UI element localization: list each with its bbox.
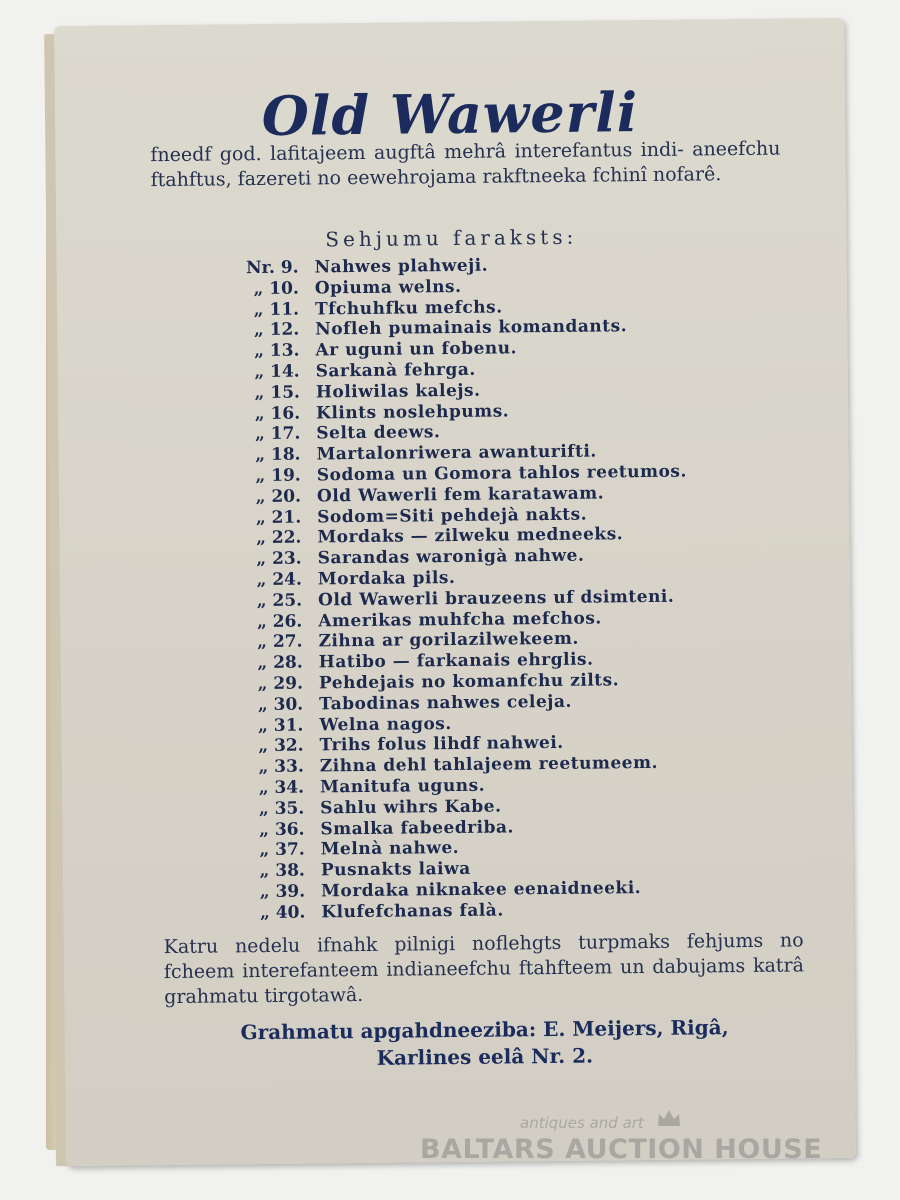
- watermark-tagline: antiques and art: [520, 1114, 644, 1132]
- issue-title: Nofleh pumainais komandants.: [315, 316, 628, 340]
- issue-title: Nahwes plahweji.: [314, 255, 489, 278]
- issue-title: Mordaks — zilweku medneeks.: [317, 524, 624, 548]
- issue-number: „ 22.: [256, 527, 302, 549]
- issue-number: „ 16.: [254, 403, 301, 424]
- auction-watermark: [420, 1108, 823, 1168]
- issue-title: Ar uguni un fobenu.: [315, 338, 518, 361]
- issue-number: „ 12.: [253, 320, 300, 341]
- issue-title: Hatibo — farkanais ehrglis.: [318, 649, 594, 673]
- issue-title: Sarandas waronigà nahwe.: [317, 545, 585, 569]
- issue-number: „ 36.: [259, 819, 305, 840]
- series-title: Old Wawerli: [261, 80, 639, 148]
- issue-title: Old Wawerli brauzeens uf dsimteni.: [317, 586, 675, 611]
- issue-number: „ 14.: [254, 361, 300, 383]
- publisher-info: [144, 1013, 825, 1074]
- issue-title: Tabodinas nahwes celeja.: [319, 691, 572, 715]
- issue-number: „ 33.: [258, 756, 304, 778]
- issue-number: „ 10.: [253, 278, 299, 299]
- issue-number: „ 29.: [257, 673, 304, 695]
- crown-icon: [656, 1108, 682, 1128]
- list-item: [213, 897, 773, 924]
- issue-title: Sodom=Siti pehdejà nakts.: [317, 504, 588, 528]
- issue-title: Selta deews.: [316, 422, 441, 444]
- intro-paragraph: fneedf god. lafitajeem augftâ mehrâ interefantus indi- aneefchu ftahftus, fazereti no eewehrojama rakftneeka fchinî nofarê.: [150, 137, 781, 192]
- issue-title: Opiuma welns.: [314, 276, 462, 299]
- footer-paragraph: Katru nedelu ifnahk pilnigi noflehgts turpmaks fehjums no fcheem interefanteem indianeefchu ftahfteem un dabujams katrâ grahmatu tirgotawâ.: [163, 929, 805, 1009]
- issue-title: Zihna dehl tahlajeem reetumeem.: [319, 753, 659, 777]
- issue-list: [206, 253, 773, 924]
- issue-title: Mordaka niknakee eenaidneeki.: [321, 877, 642, 902]
- issue-title: Trihs folus lihdf nahwei.: [319, 733, 564, 756]
- issue-title: Amerikas muhfcha mefchos.: [318, 608, 602, 631]
- book-back-cover: [54, 18, 856, 1166]
- issue-number: „ 35.: [258, 798, 305, 819]
- issue-title: Smalka fabeedriba.: [320, 816, 514, 839]
- issue-number: „ 34.: [258, 777, 305, 798]
- issue-title: Manitufa uguns.: [319, 775, 486, 798]
- issue-number: „ 13.: [254, 340, 300, 362]
- publisher-line-2: Karlines eelâ Nr. 2.: [376, 1043, 594, 1070]
- issue-number: „ 28.: [257, 652, 303, 674]
- watermark-brand: BALTARS AUCTION HOUSE: [420, 1134, 823, 1165]
- issue-number: „ 21.: [255, 507, 302, 528]
- issue-title: Mordaka pils.: [317, 567, 456, 590]
- issue-number: „ 26.: [256, 611, 303, 632]
- issue-number: „ 24.: [256, 569, 302, 591]
- issue-number: „ 40.: [259, 902, 306, 923]
- issue-title: Sarkanà fehrga.: [315, 359, 476, 382]
- list-heading: Sehjumu faraksts:: [325, 224, 578, 252]
- issue-number: „ 23.: [256, 548, 302, 570]
- issue-title: Sahlu wihrs Kabe.: [320, 796, 502, 819]
- issue-title: Pehdejais no komanfchu zilts.: [318, 670, 620, 694]
- issue-number: „ 25.: [256, 590, 303, 611]
- issue-number: „ 17.: [254, 423, 301, 445]
- cover-content: [54, 18, 856, 1166]
- issue-title: Welna nagos.: [319, 713, 452, 735]
- issue-title: Martalonriwera awanturifti.: [316, 441, 597, 465]
- issue-number: „ 11.: [253, 299, 300, 320]
- issue-title: Klufefchanas falà.: [321, 900, 504, 923]
- issue-number: „ 20.: [255, 486, 302, 507]
- issue-title: Melnà nahwe.: [320, 838, 460, 860]
- issue-title: Tfchuhfku mefchs.: [314, 297, 503, 320]
- issue-number: „ 30.: [257, 694, 304, 715]
- issue-number: „ 31.: [258, 715, 304, 736]
- issue-number: „ 32.: [258, 735, 304, 757]
- issue-title: Holiwilas kalejs.: [315, 380, 481, 403]
- issue-number: „ 39.: [259, 881, 306, 902]
- issue-number: „ 27.: [257, 631, 303, 653]
- issue-title: Sodoma un Gomora tahlos reetumos.: [316, 461, 687, 486]
- issue-number: „ 18.: [255, 444, 301, 466]
- issue-number: Nr. 9.: [245, 257, 299, 279]
- issue-number: „ 19.: [255, 465, 301, 487]
- publisher-line-1: Grahmatu apgahdneeziba: E. Meijers, Rigâ,: [240, 1015, 729, 1045]
- issue-number: „ 15.: [254, 382, 301, 403]
- issue-number: „ 37.: [259, 839, 305, 861]
- issue-title: Pusnakts laiwa: [320, 858, 471, 881]
- issue-number: „ 38.: [259, 860, 306, 882]
- issue-title: Zihna ar gorilazilwekeem.: [318, 629, 579, 652]
- issue-title: Old Wawerli fem karatawam.: [316, 483, 605, 507]
- issue-title: Klints noslehpums.: [316, 401, 510, 424]
